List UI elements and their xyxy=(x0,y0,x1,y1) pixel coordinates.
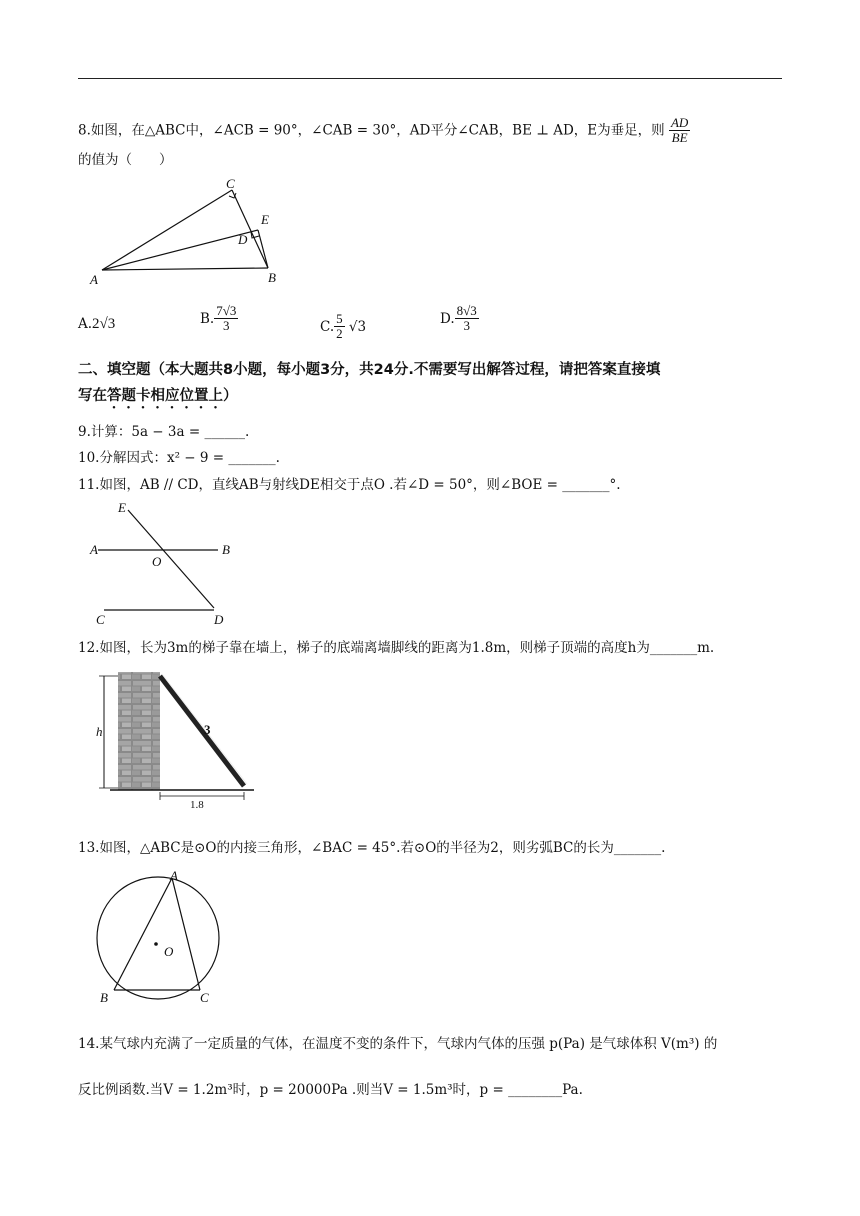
q8-label-e: E xyxy=(261,212,269,227)
q8-label-c: C xyxy=(226,176,235,191)
q8-stem2: 的值为（ ） xyxy=(78,152,173,168)
section2-heading-pre: 写在 xyxy=(78,388,107,404)
q11-text: 11.如图，AB // CD，直线AB与射线DE相交于点O .若∠D = 50°，则∠BOE = _______°. xyxy=(78,477,621,493)
q12-text: 12.如图，长为3m的梯子靠在墙上，梯子的底端离墙脚线的距离为1.8m，则梯子顶端的高度h为_______m. xyxy=(78,640,715,656)
q8-option-b-value: $\frac{7√3}{3}$ xyxy=(216,303,237,334)
q11-figure xyxy=(88,500,248,630)
q10-text: 10.分解因式：x² − 9 = _______. xyxy=(78,450,280,466)
q11-label-e: E xyxy=(118,500,126,515)
section2-heading-line1: 二、填空题（本大题共8小题，每小题3分，共24分.不需要写出解答过程，请把答案直接填 xyxy=(78,362,661,378)
q11-label-o: O xyxy=(152,554,162,569)
q8-option-a xyxy=(78,316,115,333)
header-rule xyxy=(78,78,782,79)
q11-label-a: A xyxy=(90,542,98,557)
q8-frac-den: BE xyxy=(671,130,688,146)
q13-figure xyxy=(92,866,232,1004)
q8-stem xyxy=(78,116,690,146)
q12-figure xyxy=(92,668,262,810)
q13-label-c: C xyxy=(200,990,209,1004)
q8-fraction xyxy=(669,116,690,146)
q13-label-b: B xyxy=(100,990,108,1004)
q8-option-b-label: B. xyxy=(200,310,215,327)
q8-option-d-value: $\frac{8√3}{3}$ xyxy=(456,303,477,334)
q11-label-c: C xyxy=(96,612,105,627)
q13-label-a: A xyxy=(170,868,178,883)
q8-stem-text: 8.如图，在△ABC中，∠ACB = 90°，∠CAB = 30°，AD平分∠CAB，BE ⊥ AD，E为垂足，则 xyxy=(78,122,665,139)
q8-option-c: C. $\frac{5}{2}$ √3 xyxy=(320,311,367,342)
section2-heading-post: ） xyxy=(223,388,238,404)
q8-figure xyxy=(86,174,286,289)
q9-text: 9.计算：5a − 3a = ______. xyxy=(78,424,250,440)
q13-label-o: O xyxy=(164,944,174,959)
q8-option-a-value: 2√3 xyxy=(92,316,116,332)
q14-line2: 反比例函数.当V = 1.2m³时，p = 20000Pa .则当V = 1.5m³时，p = ________Pa. xyxy=(78,1082,583,1098)
q8-option-c-value: $\frac{5}{2}$ xyxy=(336,311,343,342)
q8-option-d xyxy=(440,304,479,334)
q12-label-1-8: 1.8 xyxy=(190,799,204,810)
q11-label-d: D xyxy=(214,612,224,627)
q14-line1: 14.某气球内充满了一定质量的气体，在温度不变的条件下，气球内气体的压强 p(Pa) 是气球体积 V(m³) 的 xyxy=(78,1036,718,1052)
q8-label-b: B xyxy=(268,270,276,285)
q8-label-a: A xyxy=(90,272,98,287)
q8-label-d: D xyxy=(238,232,248,247)
q12-label-h: h xyxy=(96,724,103,739)
q8-frac-num: AD xyxy=(670,115,689,130)
q11-label-b: B xyxy=(222,542,230,557)
q8-option-c-label: C. xyxy=(320,318,335,335)
q8-option-b xyxy=(200,304,238,334)
q8-option-a-label: A. xyxy=(78,316,93,332)
section2-heading-line2 xyxy=(78,388,238,412)
q12-label-3: 3 xyxy=(204,722,211,737)
section2-heading-dotted: 答题卡相应位置上 xyxy=(107,388,223,404)
q8-option-d-label: D. xyxy=(440,310,455,327)
q13-text: 13.如图，△ABC是⊙O的内接三角形，∠BAC = 45°.若⊙O的半径为2，则劣弧BC的长为_______. xyxy=(78,840,666,856)
